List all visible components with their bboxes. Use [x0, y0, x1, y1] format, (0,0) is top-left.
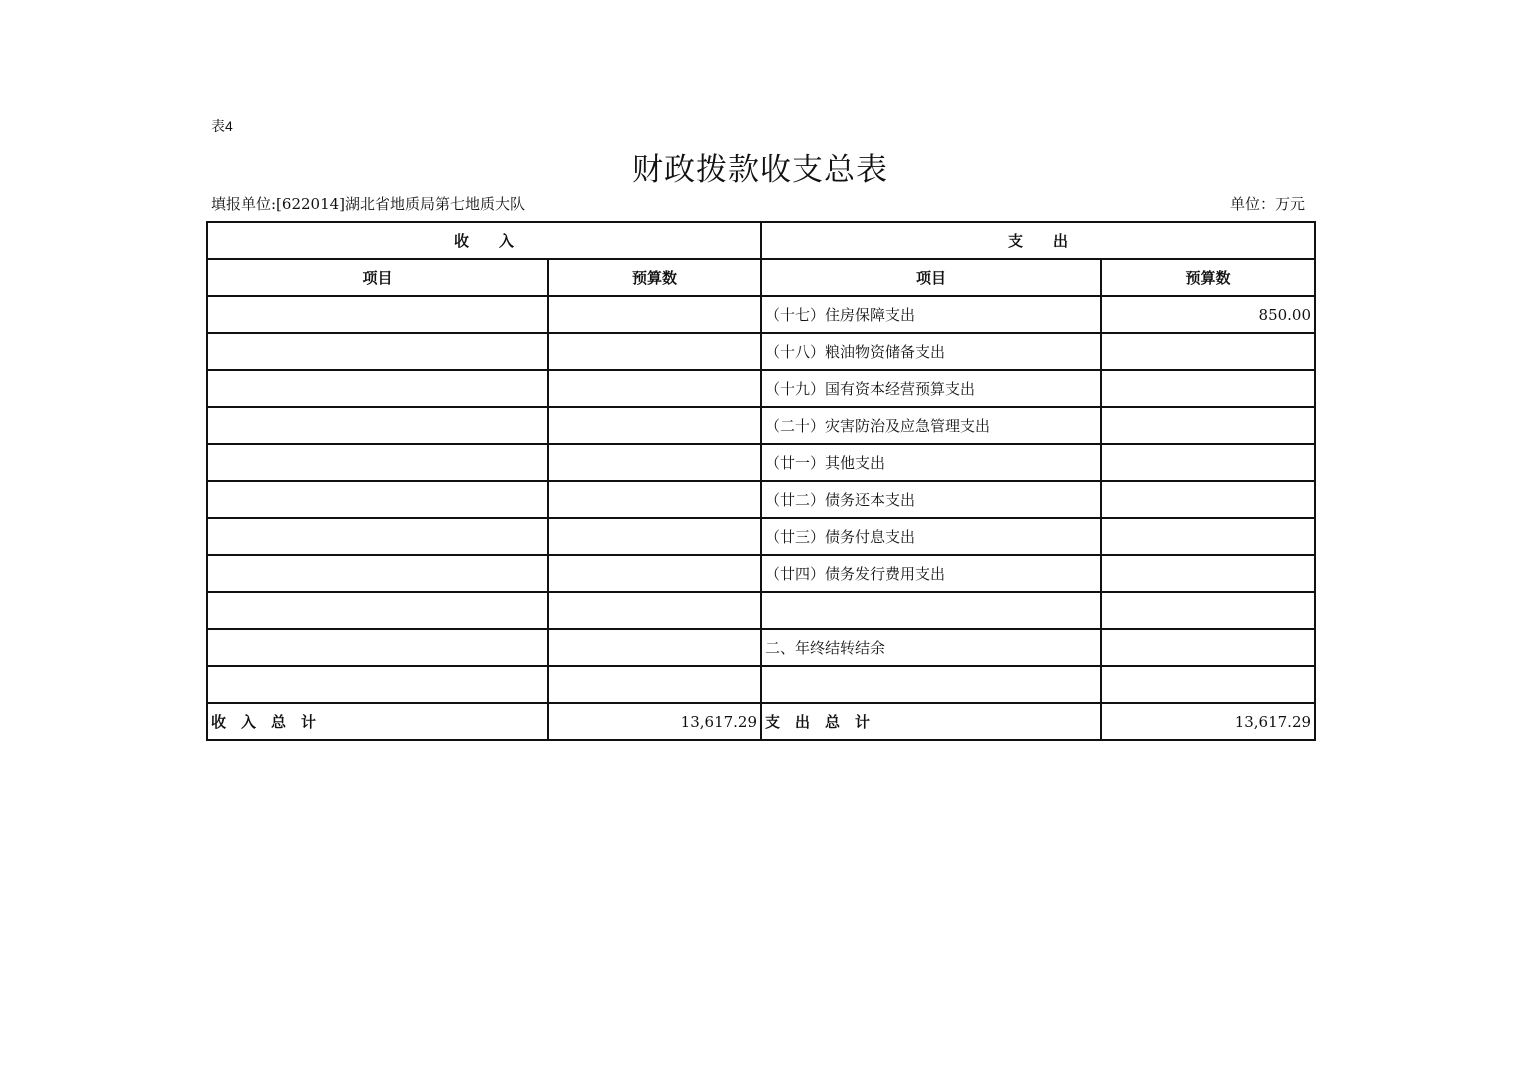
table-row — [207, 481, 1315, 518]
expense-value-cell — [1101, 666, 1315, 703]
income-total-label: 收 入 总 计 — [207, 703, 548, 740]
expense-value-cell — [1101, 518, 1315, 555]
currency-unit: 单位：万元 — [1230, 195, 1306, 213]
page-title: 财政拨款收支总表 — [632, 152, 888, 188]
income-item-cell — [207, 555, 548, 592]
table-row — [207, 333, 1315, 370]
income-item-cell — [207, 444, 548, 481]
expense-total-label: 支 出 总 计 — [761, 703, 1101, 740]
table-row — [207, 518, 1315, 555]
income-value-cell — [548, 370, 761, 407]
income-item-cell — [207, 592, 548, 629]
table-row — [207, 296, 1315, 333]
income-item-cell — [207, 666, 548, 703]
income-value-cell — [548, 481, 761, 518]
expense-value-cell: 850.00 — [1101, 296, 1315, 333]
income-budget-header: 预算数 — [548, 259, 761, 296]
income-value-cell — [548, 444, 761, 481]
income-value-cell — [548, 518, 761, 555]
table-row — [207, 444, 1315, 481]
reporting-unit: 填报单位:[622014]湖北省地质局第七地质大队 — [211, 195, 526, 213]
table-row — [207, 592, 1315, 629]
expense-value-cell — [1101, 592, 1315, 629]
expense-value-cell — [1101, 333, 1315, 370]
income-item-cell — [207, 629, 548, 666]
table-row — [207, 555, 1315, 592]
section-header-row — [207, 222, 1315, 259]
expense-item-cell — [761, 666, 1101, 703]
expense-value-cell — [1101, 370, 1315, 407]
expense-value-cell — [1101, 629, 1315, 666]
income-item-cell — [207, 296, 548, 333]
income-value-cell — [548, 407, 761, 444]
expense-item-cell: 二、年终结转结余 — [761, 629, 1101, 666]
expense-budget-header: 预算数 — [1101, 259, 1315, 296]
expense-item-cell: （十八）粮油物资储备支出 — [761, 333, 1101, 370]
table-number: 表4 — [211, 118, 233, 134]
income-item-cell — [207, 518, 548, 555]
income-item-cell — [207, 407, 548, 444]
expense-value-cell — [1101, 407, 1315, 444]
table-row — [207, 407, 1315, 444]
income-total-value: 13,617.29 — [548, 703, 761, 740]
table-row — [207, 629, 1315, 666]
income-value-cell — [548, 666, 761, 703]
income-value-cell — [548, 555, 761, 592]
expense-item-cell: （十七）住房保障支出 — [761, 296, 1101, 333]
expense-value-cell — [1101, 444, 1315, 481]
expense-item-cell: （廿一）其他支出 — [761, 444, 1101, 481]
table-row — [207, 370, 1315, 407]
budget-summary-table — [206, 221, 1316, 741]
expense-item-cell: （廿三）债务付息支出 — [761, 518, 1101, 555]
expense-value-cell — [1101, 481, 1315, 518]
expense-item-cell: （十九）国有资本经营预算支出 — [761, 370, 1101, 407]
income-header: 收 入 — [207, 222, 761, 259]
income-value-cell — [548, 629, 761, 666]
expense-item-cell: （廿四）债务发行费用支出 — [761, 555, 1101, 592]
expense-total-value: 13,617.29 — [1101, 703, 1315, 740]
column-header-row — [207, 259, 1315, 296]
income-value-cell — [548, 592, 761, 629]
expense-value-cell — [1101, 555, 1315, 592]
income-item-cell — [207, 481, 548, 518]
totals-row — [207, 703, 1315, 740]
income-value-cell — [548, 296, 761, 333]
expense-item-cell: （廿二）债务还本支出 — [761, 481, 1101, 518]
income-item-header: 项目 — [207, 259, 548, 296]
table-row — [207, 666, 1315, 703]
expense-item-cell — [761, 592, 1101, 629]
expense-item-header: 项目 — [761, 259, 1101, 296]
income-item-cell — [207, 370, 548, 407]
expense-item-cell: （二十）灾害防治及应急管理支出 — [761, 407, 1101, 444]
income-item-cell — [207, 333, 548, 370]
expense-header: 支 出 — [761, 222, 1315, 259]
income-value-cell — [548, 333, 761, 370]
